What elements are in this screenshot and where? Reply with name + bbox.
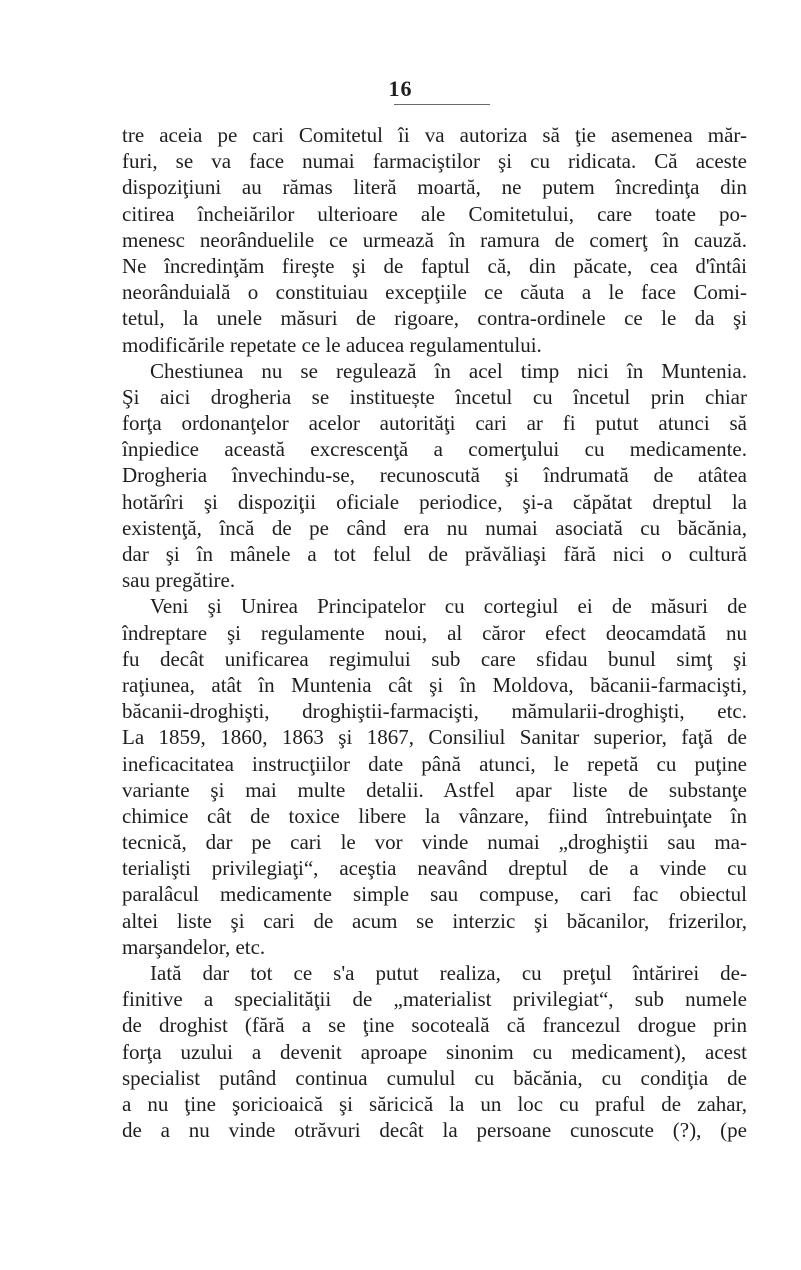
text-line: specialist putând continua cumulul cu băcănia, cu condiţia de — [122, 1065, 747, 1090]
text-line: fu decât unificarea regimului sub care sfidau bunul simţ şi — [122, 646, 747, 671]
text-line: finitive a specialităţii de „materialist privilegiat“, sub numele — [122, 987, 747, 1012]
text-line: Ne încredinţăm fireşte şi de faptul că, din păcate, cea d'întâi — [122, 253, 747, 278]
text-line: citirea încheiărilor ulterioare ale Comitetului, care toate po- — [122, 201, 747, 226]
text-line: variante şi mai multe detalii. Astfel apar liste de substanţe — [122, 777, 747, 802]
text-line: menesc neorânduelile ce urmează în ramura de comerţ în cauză. — [122, 227, 747, 252]
text-line: Şi aici drogheria se instituește încetul cu încetul prin chiar — [122, 384, 747, 409]
text-line: sau pregătire. — [122, 568, 236, 593]
text-line: La 1859, 1860, 1863 şi 1867, Consiliul Sanitar superior, faţă de — [122, 725, 747, 750]
text-line: dar şi în mânele a tot felul de prăvăliaşi fără nici o cultură — [122, 542, 747, 566]
body-text — [122, 122, 747, 1143]
text-line: furi, se va face numai farmaciştilor şi cu ridicata. Că aceste — [122, 149, 747, 174]
text-line: Iată dar tot ce s'a putut realiza, cu preţul întărirei de- — [150, 961, 747, 985]
text-line: neorânduială o constituiau excepţiile ce căuta a le face Comi- — [122, 280, 747, 305]
text-line: de a nu vinde otrăvuri decât la persoane cunoscute (?), (pe — [122, 1118, 747, 1143]
header-rule — [394, 104, 490, 105]
text-line: chimice cât de toxice libere la vânzare, fiind întrebuinţate în — [122, 803, 747, 828]
text-line: îndreptare şi regulamente noui, al căror efect deocamdată nu — [122, 620, 747, 645]
text-line: băcanii-droghişti, droghiştii-farmacişti, mămularii-droghişti, etc. — [122, 699, 747, 724]
text-line: dispoziţiuni au rămas literă moartă, ne putem încredinţa din — [122, 175, 747, 200]
text-line: Drogheria învechindu-se, recunoscută şi îndrumată de atâtea — [122, 463, 747, 488]
text-line: Chestiunea nu se regulează în acel timp nici în Muntenia. — [150, 358, 747, 383]
text-line: tecnică, dar pe cari le vor vinde numai „droghiştii sau ma- — [122, 830, 747, 855]
text-line: marşandelor, etc. — [122, 934, 266, 959]
text-line: hotărîri şi dispoziţii oficiale periodice, şi-a căpătat dreptul la — [122, 489, 747, 514]
text-line: Veni şi Unirea Principatelor cu cortegiul ei de măsuri de — [150, 594, 747, 619]
paragraph — [122, 122, 747, 358]
text-line: forţa uzului a devenit aproape sinonim cu medicament), acest — [122, 1039, 747, 1064]
text-line: terialişti privilegiaţi“, aceştia neavând dreptul de a vinde cu — [122, 856, 747, 881]
text-line: înpiedice această excrescenţă a comerţului cu medicamente. — [122, 437, 747, 462]
page-number: 16 — [388, 76, 413, 101]
text-line: forţa ordonanţelor acelor autorităţi cari ar fi putut atunci să — [122, 411, 747, 436]
text-line: raţiunea, atât în Muntenia cât şi în Moldova, băcanii-farmacişti, — [122, 672, 747, 697]
text-line: altei liste şi cari de acum se interzic şi băcanilor, frizerilor, — [122, 908, 747, 933]
text-line: existenţă, încă de pe când era nu numai asociată cu băcănia, — [122, 515, 747, 540]
text-line: ineficacitatea instrucţiilor date până atunci, le repetă cu puţine — [122, 751, 747, 776]
text-line: modificările repetate ce le aducea regulamentului. — [122, 332, 542, 357]
text-line: paralâcul medicamente simple sau compuse, cari fac obiectul — [122, 882, 747, 907]
paragraph — [122, 960, 747, 1143]
text-line: tre aceia pe cari Comitetul îi va autoriza să ţie asemenea măr- — [122, 123, 747, 147]
text-line: tetul, la unele măsuri de rigoare, contra-ordinele ce le da şi — [122, 306, 747, 331]
text-line: a nu ţine şoricioaică şi săricică la un loc cu praful de zahar, — [122, 1091, 747, 1116]
paragraph — [122, 593, 747, 960]
text-line: de droghist (fără a se ţine socoteală că francezul drogue prin — [122, 1013, 747, 1038]
paragraph — [122, 358, 747, 594]
